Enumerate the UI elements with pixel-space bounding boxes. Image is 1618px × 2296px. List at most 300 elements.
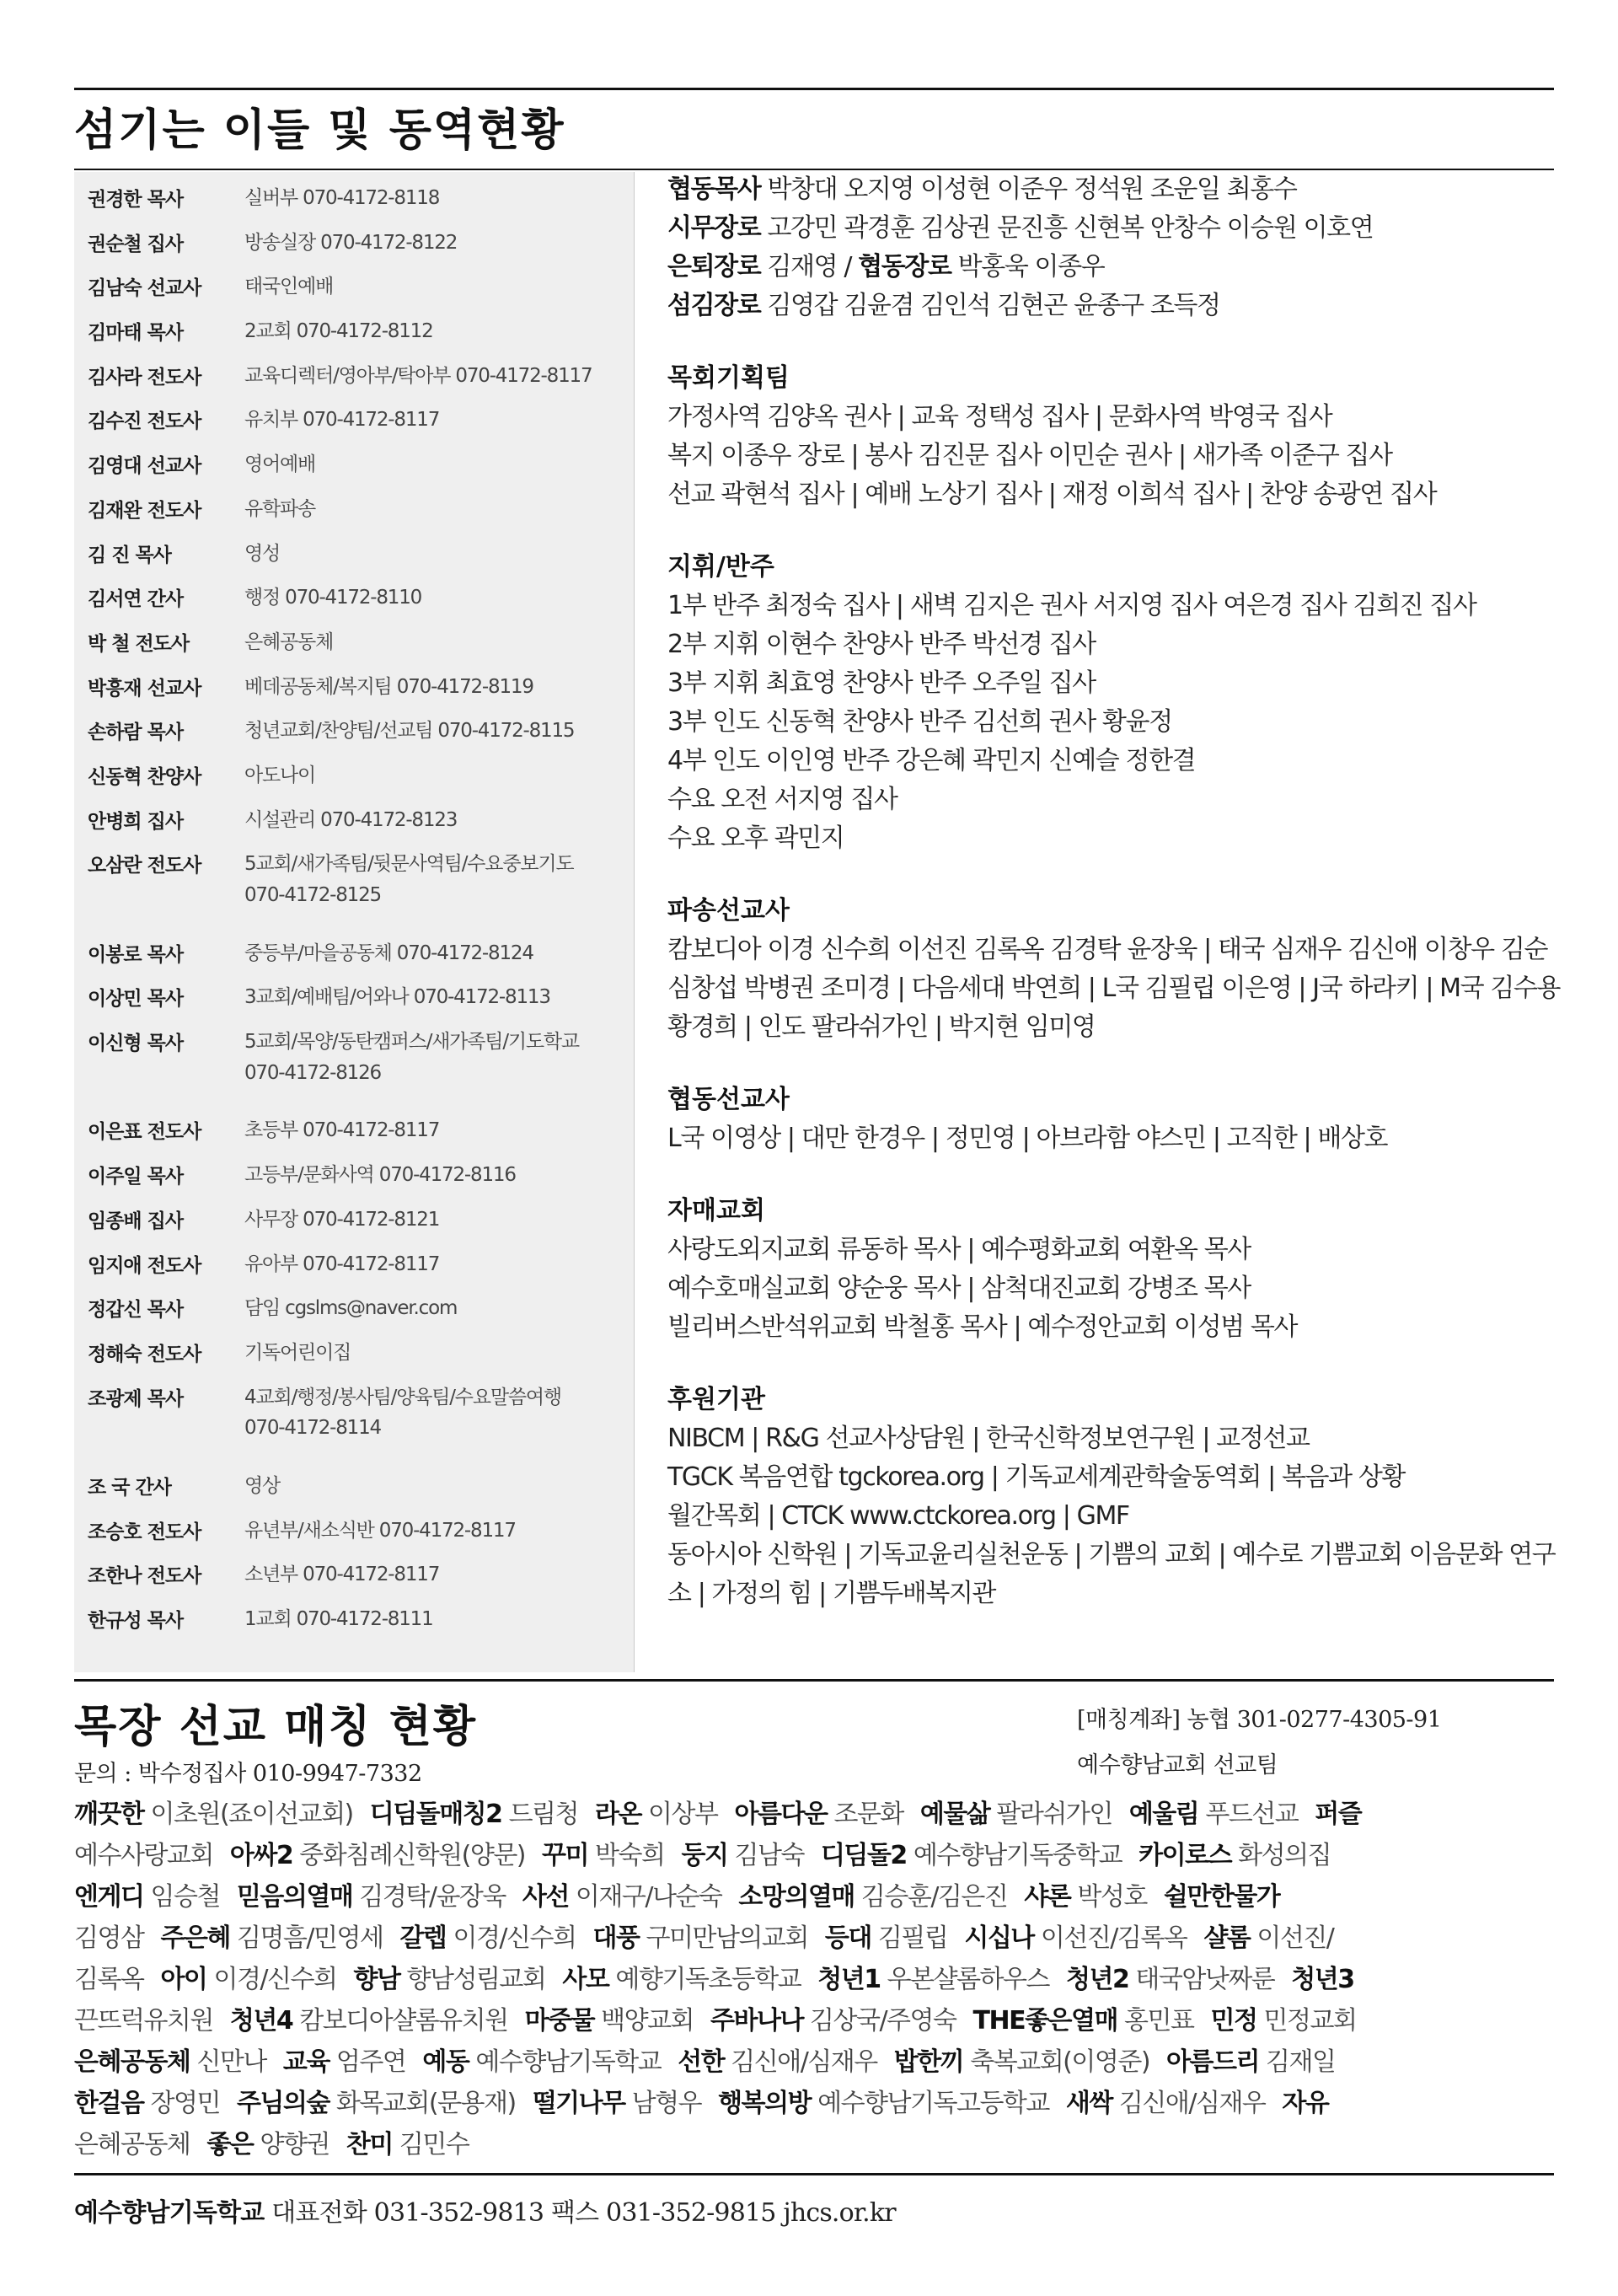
matching-line — [74, 1876, 1557, 1918]
mission-target: 조문화 — [833, 1800, 903, 1829]
mokjang-name: 청년4 — [229, 2006, 293, 2036]
matching-pair — [1066, 1965, 1274, 1994]
mission-target: 엄주연 — [335, 2047, 406, 2077]
matching-line — [74, 2083, 1557, 2124]
matching-pair — [920, 1800, 1112, 1829]
staff-role: 5교회/새가족팀/뒷문사역팀/수요중보기도 — [244, 853, 574, 876]
matching-pair — [237, 2089, 516, 2118]
section-line: 심창섭 박병권 조미경 | 다음세대 박연희 | L국 김필립 이은영 | J국 하라키 | M국 김수용 — [667, 974, 1561, 1003]
staff-row — [74, 794, 634, 839]
mission-target: 은혜공동체 — [74, 2130, 190, 2159]
mission-target: 박성호 — [1077, 1882, 1147, 1912]
staff-row — [74, 1149, 634, 1194]
staff-role: 기독어린이집 — [244, 1341, 351, 1364]
staff-name: 김마태 목사 — [88, 322, 184, 345]
staff-name: 조 국 간사 — [88, 1476, 171, 1499]
mokjang-name: 샤론 — [1024, 1882, 1071, 1912]
mokjang-name: 아싸2 — [229, 1841, 293, 1870]
staff-row — [74, 305, 634, 350]
section-title-matching: 목장 선교 매칭 현황 — [74, 1701, 478, 1752]
section-line: 소 | 가정의 힘 | 기쁨두배복지관 — [667, 1579, 996, 1608]
elders-line — [667, 248, 1552, 287]
staff-role: 담임 cgslms@naver.com — [244, 1297, 458, 1320]
staff-role: 교육디렉터/영아부/탁아부 070-4172-8117 — [244, 364, 592, 387]
matching-pair — [346, 2130, 469, 2159]
matching-list — [74, 1794, 1557, 2165]
staff-name: 정갑신 목사 — [88, 1299, 184, 1322]
mission-target: 예수향남기독중학교 — [913, 1841, 1122, 1870]
mission-target: 축복교회(이영준) — [970, 2047, 1150, 2077]
mission-target: 김록옥 — [74, 1965, 144, 1994]
mokjang-name: 카이로스 — [1138, 1841, 1232, 1870]
mission-target: 이경/신수희 — [453, 1923, 576, 1953]
mission-target: 이선진/김록옥 — [1040, 1923, 1187, 1953]
section-line: 수요 오전 서지영 집사 — [667, 785, 897, 814]
staff-row — [74, 1282, 634, 1327]
mission-target: 이초원(죠이선교회) — [150, 1800, 353, 1829]
mission-target: 신만나 — [196, 2047, 266, 2077]
mokjang-name: 민정 — [1210, 2006, 1257, 2036]
matching-account-org: 예수향남교회 선교팀 — [1077, 1752, 1278, 1778]
section-line: 3부 인도 신동혁 찬양사 반주 김선희 권사 황윤정 — [667, 707, 1172, 737]
elders-label: 협동목사 — [667, 174, 761, 204]
matching-pair — [1024, 1882, 1146, 1912]
elders-names: 김영갑 김윤겸 김인석 김현곤 윤종구 조득정 — [767, 291, 1220, 320]
mission-target: 끈뜨럭유치원 — [74, 2006, 213, 2036]
mission-target: 이경/신수희 — [213, 1965, 337, 1994]
staff-name: 임종배 집사 — [88, 1210, 184, 1232]
staff-row — [74, 705, 634, 749]
mission-target: 김경탁/윤장욱 — [359, 1882, 506, 1912]
mission-target: 캄보디아샬롬유치원 — [299, 2006, 508, 2036]
mokjang-name: 갈렙 — [399, 1923, 447, 1953]
elders-names: 고강민 곽경훈 김상권 문진흥 신현복 안창수 이승원 이호연 — [767, 213, 1374, 243]
mission-target: 김재일 — [1266, 2047, 1336, 2077]
top-rule — [74, 88, 1554, 90]
mokjang-name: 좋은 — [206, 2130, 254, 2159]
mokjang-name: 사선 — [522, 1882, 569, 1912]
matching-pair — [1066, 2089, 1266, 2118]
mokjang-name: 라온 — [595, 1800, 641, 1829]
mokjang-name: 찬미 — [346, 2130, 393, 2159]
matching-pair — [74, 2006, 213, 2036]
section-line: 캄보디아 이경 신수희 이선진 김록옥 김경탁 윤장욱 | 태국 심재우 김신애 이창우 김순 — [667, 935, 1548, 964]
matching-pair — [1291, 1965, 1353, 1994]
mission-target: 구미만남의교회 — [646, 1923, 808, 1953]
footer-info: 대표전화 031-352-9813 팩스 031-352-9815 jhcs.or.kr — [271, 2198, 896, 2228]
staff-role: 베데공동체/복지팀 070-4172-8119 — [244, 675, 533, 698]
mokjang-name: 디딤돌2 — [820, 1841, 907, 1870]
matching-pair — [1166, 2047, 1335, 2077]
matching-pair — [237, 1882, 506, 1912]
matching-pair — [206, 2130, 329, 2159]
mission-target: 우본샬롬하우스 — [887, 1965, 1050, 1994]
section-line: 사랑도외지교회 류동하 목사 | 예수평화교회 여환옥 목사 — [667, 1235, 1251, 1264]
mission-target: 예향기독초등학교 — [615, 1965, 801, 1994]
mokjang-name: 등대 — [824, 1923, 871, 1953]
staff-name: 이상민 목사 — [88, 988, 184, 1011]
staff-role: 방송실장 070-4172-8122 — [244, 231, 458, 254]
matching-line — [74, 1959, 1557, 2000]
staff-role: 초등부 070-4172-8117 — [244, 1119, 440, 1142]
mokjang-name: 사모 — [562, 1965, 609, 1994]
matching-line — [74, 1918, 1557, 1959]
mission-target: 예수향남기독학교 — [475, 2047, 662, 2077]
mokjang-name: 예울림 — [1128, 1800, 1199, 1829]
staff-role: 은혜공동체 — [244, 630, 334, 653]
matching-pair — [1282, 2089, 1328, 2118]
staff-row — [74, 1194, 634, 1238]
mokjang-name: 소망의열매 — [738, 1882, 855, 1912]
mokjang-name: THE좋은열매 — [972, 2006, 1117, 2036]
mokjang-name: 청년2 — [1066, 1965, 1129, 1994]
mokjang-name: 둥지 — [681, 1841, 728, 1870]
matching-pair — [821, 1841, 1122, 1870]
staff-name: 정해숙 전도사 — [88, 1343, 201, 1365]
staff-role: 태국인예배 — [244, 276, 334, 298]
staff-name: 이신형 목사 — [88, 1033, 184, 1055]
matching-pair — [710, 2006, 956, 2036]
matching-pair — [160, 1923, 383, 1953]
staff-name: 김사라 전도사 — [88, 366, 201, 389]
mokjang-name: 주은혜 — [160, 1923, 230, 1953]
mokjang-name: 아름드리 — [1166, 2047, 1259, 2077]
staff-role: 4교회/행정/봉사팀/양육팀/수요말씀여행 — [244, 1386, 561, 1408]
staff-row — [74, 483, 634, 528]
mission-target: 드림청 — [508, 1800, 579, 1829]
mission-target: 화목교회(문용재) — [335, 2089, 516, 2118]
mokjang-name: 믿음의열매 — [236, 1882, 353, 1912]
matching-pair — [74, 1965, 143, 1994]
ministry-info — [667, 170, 1561, 1613]
staff-role: 영성 — [244, 542, 281, 565]
mission-target: 팔라쉬가인 — [996, 1800, 1112, 1829]
section-title-staff: 섬기는 이들 및 동역현황 — [74, 105, 565, 156]
staff-row — [74, 1104, 634, 1149]
elders-label: 섬김장로 — [667, 291, 761, 320]
matching-line — [74, 1794, 1557, 1835]
staff-role: 중등부/마을공동체 070-4172-8124 — [244, 941, 533, 964]
matching-pair — [525, 2006, 694, 2036]
mission-target: 홍민표 — [1124, 2006, 1194, 2036]
staff-row — [74, 217, 634, 261]
mokjang-name: 주님의숲 — [236, 2089, 329, 2118]
staff-name: 안병희 집사 — [88, 810, 184, 833]
staff-name: 김영대 선교사 — [88, 455, 201, 478]
mission-target: 화성의집 — [1238, 1841, 1331, 1870]
staff-row — [74, 438, 634, 483]
mokjang-name: 예물삶 — [919, 1800, 990, 1829]
staff-role: 2교회 070-4172-8112 — [244, 320, 433, 343]
staff-name: 조광제 목사 — [88, 1387, 184, 1410]
mokjang-name: 은혜공동체 — [74, 2047, 190, 2077]
staff-role: 1교회 070-4172-8111 — [244, 1608, 433, 1630]
mokjang-name: 주바나나 — [710, 2006, 803, 2036]
matching-pair — [738, 1882, 1007, 1912]
staff-role: 행정 070-4172-8110 — [244, 587, 422, 609]
mokjang-name: 퍼즐 — [1315, 1800, 1362, 1829]
matching-pair — [681, 1841, 803, 1870]
mission-target: 박숙희 — [595, 1841, 665, 1870]
mission-target: 김남숙 — [734, 1841, 804, 1870]
staff-role: 유치부 070-4172-8117 — [244, 409, 440, 432]
matching-top-rule — [74, 1679, 1554, 1682]
section-line: 2부 지휘 이현수 찬양사 반주 박선경 집사 — [667, 630, 1096, 659]
staff-name: 이은표 전도사 — [88, 1121, 201, 1144]
mission-target: 김영삼 — [74, 1923, 144, 1953]
staff-row — [74, 1016, 634, 1060]
matching-pair — [964, 1923, 1187, 1953]
mission-target: 김신애/심재우 — [1118, 2089, 1266, 2118]
matching-pair — [592, 1923, 807, 1953]
staff-name: 김 진 목사 — [88, 544, 171, 566]
section-line: L국 이영상 | 대만 한경우 | 정민영 | 아브라함 야스민 | 고직한 | 배상호 — [667, 1124, 1388, 1153]
mission-target: 이선진/ — [1256, 1923, 1334, 1953]
section-line: 월간목회 | CTCK www.ctckorea.org | GMF — [667, 1501, 1129, 1531]
section-line: 동아시아 신학원 | 기독교윤리실천운동 | 기쁨의 교회 | 예수로 기쁨교회 이음문화 연구 — [667, 1540, 1556, 1569]
staff-row — [74, 838, 634, 882]
staff-role: 유아부 070-4172-8117 — [244, 1253, 440, 1275]
mokjang-name: 예동 — [422, 2047, 469, 2077]
staff-name: 조승호 전도사 — [88, 1521, 201, 1543]
staff-name: 이봉로 목사 — [88, 943, 184, 966]
matching-pair — [370, 1800, 578, 1829]
matching-pair — [735, 1800, 903, 1829]
staff-name: 신동혁 찬양사 — [88, 765, 201, 788]
staff-row — [74, 1238, 634, 1283]
mission-target: 남형우 — [631, 2089, 702, 2118]
staff-row — [74, 661, 634, 705]
mokjang-name: 깨끗한 — [74, 1800, 144, 1829]
staff-row — [74, 350, 634, 394]
staff-row — [74, 1548, 634, 1593]
matching-pair — [522, 1882, 722, 1912]
section-heading: 파송선교사 — [667, 896, 790, 925]
elders-label: 시무장로 — [667, 213, 761, 243]
matching-account: [매칭계좌] 농협 301-0277-4305-91 — [1077, 1707, 1442, 1733]
matching-pair — [894, 2047, 1149, 2077]
section-heading: 협동선교사 — [667, 1085, 790, 1114]
staff-role: 청년교회/찬양팀/선교팀 070-4172-8115 — [244, 720, 575, 743]
matching-pair — [74, 2089, 220, 2118]
staff-row — [74, 971, 634, 1016]
mokjang-name: 새싹 — [1065, 2089, 1112, 2118]
staff-row — [74, 616, 634, 661]
matching-pair — [1164, 1882, 1279, 1912]
section-line: 빌리버스반석위교회 박철홍 목사 | 예수정안교회 이성범 목사 — [667, 1312, 1298, 1342]
matching-pair — [817, 1965, 1049, 1994]
staff-name: 박흥재 선교사 — [88, 677, 201, 700]
mission-target: 김명흠/민영세 — [236, 1923, 383, 1953]
staff-row — [74, 1415, 634, 1460]
mission-target: 백양교회 — [601, 2006, 694, 2036]
staff-name: 김재완 전도사 — [88, 499, 201, 522]
mission-target: 장영민 — [150, 2089, 220, 2118]
matching-line — [74, 2000, 1557, 2041]
mokjang-name: 자유 — [1282, 2089, 1329, 2118]
elders-names: 박창대 오지영 이성현 이준우 정석원 조운일 최홍수 — [767, 174, 1297, 204]
matching-pair — [825, 1923, 947, 1953]
mokjang-name: 행복의방 — [718, 2089, 812, 2118]
staff-row — [74, 927, 634, 972]
matching-pair — [718, 2089, 1049, 2118]
mokjang-name: 쉴만한물가 — [1163, 1882, 1280, 1912]
section-line: 선교 곽현석 집사 | 예배 노상기 집사 | 재정 이희석 집사 | 찬양 송광연 집사 — [667, 480, 1437, 509]
mokjang-name: 시십나 — [964, 1923, 1034, 1953]
matching-pair — [542, 1841, 664, 1870]
matching-pair — [74, 1841, 213, 1870]
staff-name: 손하람 목사 — [88, 722, 184, 744]
matching-pair — [973, 2006, 1194, 2036]
matching-pair — [533, 2089, 701, 2118]
matching-pair — [1210, 2006, 1356, 2036]
matching-pair — [74, 2130, 190, 2159]
mokjang-name: 향남 — [353, 1965, 400, 1994]
matching-pair — [230, 1841, 525, 1870]
matching-pair — [230, 2006, 508, 2036]
mission-target: 김필립 — [877, 1923, 948, 1953]
section-line: 가정사역 김양옥 권사 | 교육 정택성 집사 | 문화사역 박영국 집사 — [667, 402, 1332, 432]
mission-target: 중화침례신학원(양문) — [299, 1841, 526, 1870]
staff-role: 영상 — [244, 1474, 281, 1497]
staff-list — [74, 172, 635, 1672]
mokjang-name: 선한 — [678, 2047, 725, 2077]
staff-row — [74, 1327, 634, 1371]
mokjang-name: 디딤돌매칭2 — [369, 1800, 502, 1829]
staff-role: 실버부 070-4172-8118 — [244, 187, 440, 209]
matching-pair — [74, 2047, 266, 2077]
section-heading: 후원기관 — [667, 1385, 765, 1414]
matching-pair — [160, 1965, 336, 1994]
section-line: 3부 지휘 최효영 찬양사 반주 오주일 집사 — [667, 668, 1096, 698]
mokjang-name: 대풍 — [592, 1923, 640, 1953]
matching-pair — [1203, 1923, 1333, 1953]
bottom-rule — [74, 2173, 1554, 2175]
matching-pair — [74, 1882, 220, 1912]
mission-target: 민정교회 — [1263, 2006, 1357, 2036]
matching-pair — [422, 2047, 661, 2077]
matching-pair — [1138, 1841, 1331, 1870]
staff-role: 소년부 070-4172-8117 — [244, 1564, 440, 1586]
staff-row — [74, 260, 634, 305]
mission-target: 태국암낫짜룬 — [1135, 1965, 1275, 1994]
staff-name: 이주일 목사 — [88, 1166, 184, 1188]
section-line: 1부 반주 최정숙 집사 | 새벽 김지은 권사 서지영 집사 여은경 집사 김희진 집사 — [667, 591, 1476, 620]
staff-row — [74, 528, 634, 572]
mission-target: 푸드선교 — [1205, 1800, 1299, 1829]
staff-name: 임지애 전도사 — [88, 1254, 201, 1277]
mokjang-name: 청년1 — [817, 1965, 881, 1994]
staff-row — [74, 1593, 634, 1638]
mission-target: 임승철 — [150, 1882, 220, 1912]
staff-role: 아도나이 — [244, 764, 316, 786]
elders-label: 협동장로 — [858, 252, 951, 282]
mokjang-name: 꾸미 — [542, 1841, 588, 1870]
staff-row — [74, 882, 634, 927]
matching-line — [74, 2124, 1557, 2165]
sections-block — [667, 359, 1561, 1613]
matching-pair — [595, 1800, 717, 1829]
mokjang-name: 교육 — [282, 2047, 329, 2077]
mission-target: 향남성림교회 — [406, 1965, 546, 1994]
section-line: 4부 인도 이인영 반주 강은혜 곽민지 신예슬 정한결 — [667, 746, 1196, 775]
section-heading: 지휘/반주 — [667, 552, 774, 582]
matching-pair — [562, 1965, 801, 1994]
elders-line — [667, 170, 1552, 209]
staff-role: 시설관리 070-4172-8123 — [244, 808, 458, 831]
staff-role: 사무장 070-4172-8121 — [244, 1208, 440, 1231]
elders-line — [667, 209, 1552, 248]
matching-pair — [74, 1800, 353, 1829]
elders-names: 박홍욱 이종우 — [957, 252, 1105, 282]
matching-pair — [283, 2047, 405, 2077]
staff-name: 권순철 집사 — [88, 233, 184, 255]
staff-name: 권경한 목사 — [88, 189, 184, 211]
mission-target: 이상부 — [648, 1800, 718, 1829]
elders-label: 은퇴장로 — [667, 252, 761, 282]
mission-target: 김승훈/김은진 — [860, 1882, 1008, 1912]
matching-contact: 문의 : 박수정집사 010-9947-7332 — [74, 1761, 422, 1787]
matching-pair — [74, 1923, 143, 1953]
staff-role: 5교회/목양/동탄캠퍼스/새가족팀/기도학교 — [244, 1031, 579, 1054]
elders-block — [667, 170, 1552, 325]
staff-row — [74, 1460, 634, 1505]
mokjang-name: 한걸음 — [74, 2089, 144, 2118]
staff-name: 김서연 간사 — [88, 588, 184, 611]
matching-pair — [353, 1965, 545, 1994]
staff-role: 고등부/문화사역 070-4172-8116 — [244, 1164, 516, 1187]
staff-role: 유학파송 — [244, 497, 316, 520]
staff-row — [74, 394, 634, 438]
mokjang-name: 밥한끼 — [893, 2047, 964, 2077]
mission-target: 김신애/심재우 — [731, 2047, 877, 2077]
staff-role: 070-4172-8114 — [244, 1417, 381, 1440]
staff-name: 오삼란 전도사 — [88, 855, 201, 877]
staff-role: 070-4172-8125 — [244, 884, 381, 906]
matching-pair — [1129, 1800, 1298, 1829]
matching-pair — [1315, 1800, 1361, 1829]
footer-school: 예수향남기독학교 — [74, 2198, 265, 2228]
mission-target: 김상국/주영숙 — [810, 2006, 956, 2036]
staff-row — [74, 1060, 634, 1105]
staff-row — [74, 1371, 634, 1416]
staff-row — [74, 571, 634, 616]
mission-target: 김민수 — [399, 2130, 469, 2159]
section-line: 수요 오후 곽민지 — [667, 823, 844, 853]
staff-name: 김수진 전도사 — [88, 410, 201, 433]
mission-target: 예수향남기독고등학교 — [817, 2089, 1049, 2118]
staff-role: 3교회/예배팀/어와나 070-4172-8113 — [244, 986, 550, 1009]
section-line: 예수호매실교회 양순웅 목사 | 삼척대진교회 강병조 목사 — [667, 1274, 1251, 1303]
mission-target: 양향권 — [260, 2130, 329, 2159]
mokjang-name: 아름다운 — [734, 1800, 828, 1829]
elders-line — [667, 287, 1552, 325]
staff-row — [74, 749, 634, 794]
mokjang-name: 샬롬 — [1203, 1923, 1251, 1953]
staff-role: 070-4172-8126 — [244, 1061, 381, 1084]
matching-pair — [399, 1923, 576, 1953]
mokjang-name: 마중물 — [524, 2006, 595, 2036]
staff-name: 김남숙 선교사 — [88, 277, 201, 300]
mission-target: 예수사랑교회 — [74, 1841, 213, 1870]
footer — [74, 2191, 896, 2229]
matching-line — [74, 1835, 1557, 1876]
mission-target: 이재구/나순숙 — [575, 1882, 722, 1912]
section-line: NIBCM | R&G 선교사상담원 | 한국신학정보연구원 | 교정선교 — [667, 1424, 1310, 1453]
staff-role: 유년부/새소식반 070-4172-8117 — [244, 1519, 516, 1542]
staff-role: 영어예배 — [244, 453, 316, 476]
staff-name: 조한나 전도사 — [88, 1565, 201, 1588]
